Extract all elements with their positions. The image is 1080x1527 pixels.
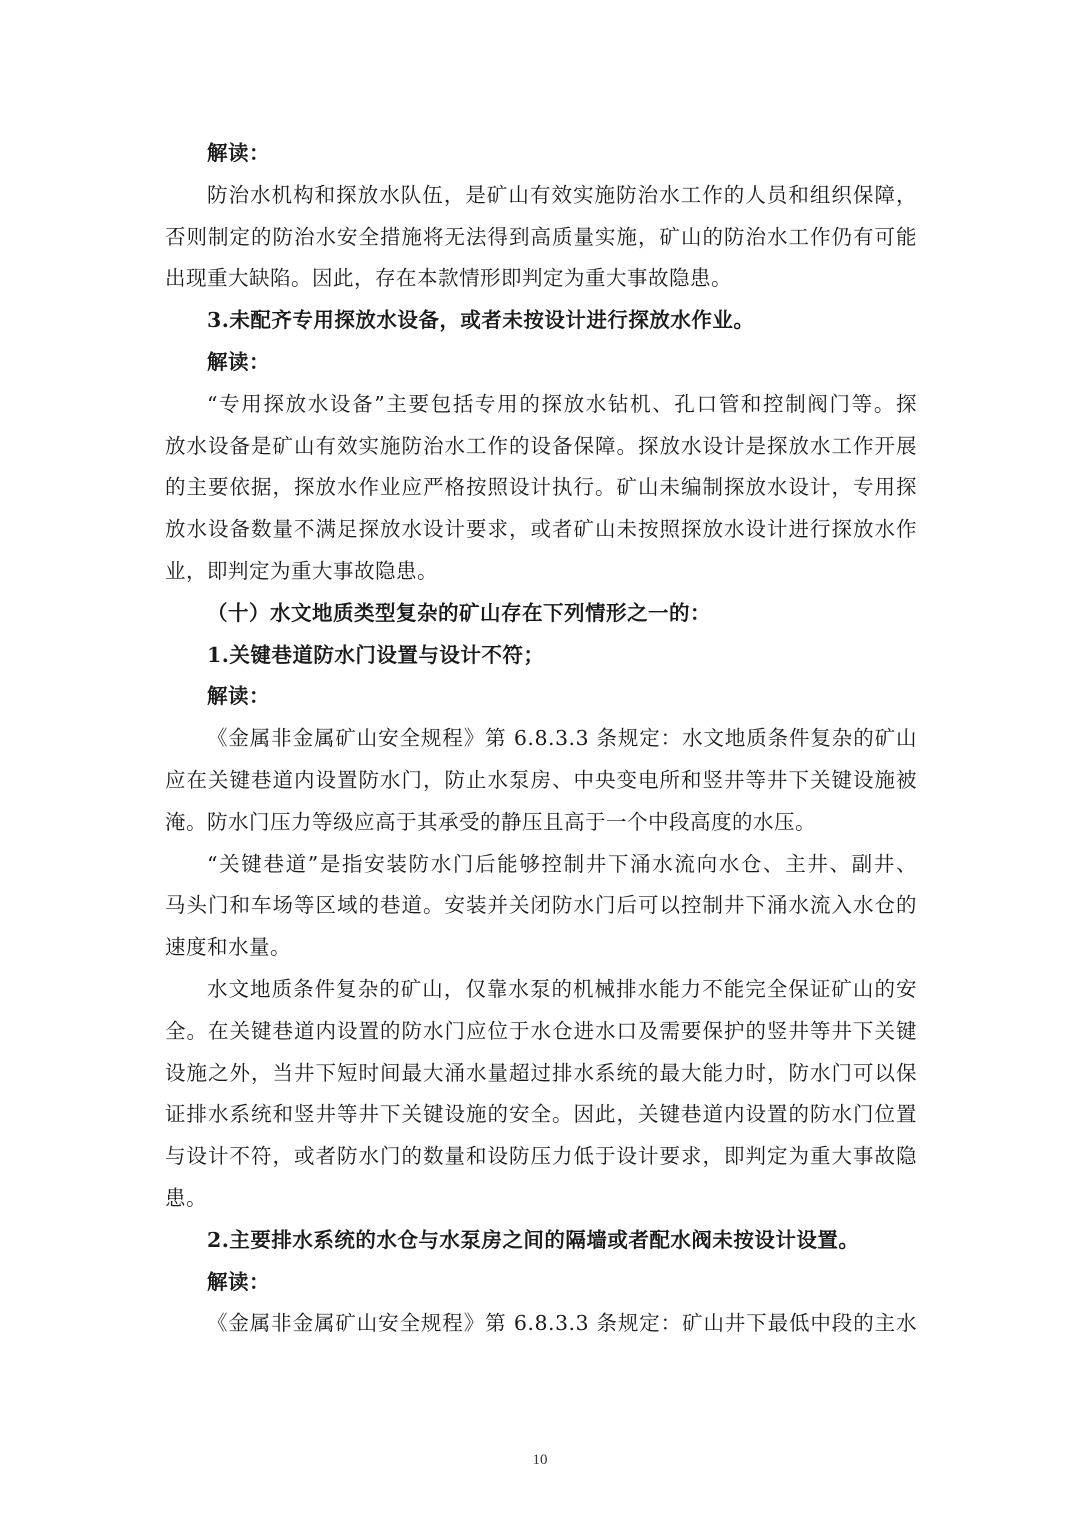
text-line: 解读： (207, 684, 270, 709)
text-line: 马头门和车场等区域的巷道。安装并关闭防水门后可以控制井下涌水流入水仓的 (165, 893, 917, 918)
text-line: 放水设备是矿山有效实施防治水工作的设备保障。探放水设计是探放水工作开展 (165, 433, 917, 458)
text-line: 证排水系统和竖井等井下关键设施的安全。因此，关键巷道内设置的防水门位置 (165, 1102, 917, 1127)
text-line: 2.主要排水系统的水仓与水泵房之间的隔墙或者配水阀未按设计设置。 (207, 1227, 860, 1252)
text-line: 放水设备数量不满足探放水设计要求，或者矿山未按照探放水设计进行探放水作 (165, 517, 917, 542)
text-line: 速度和水量。 (165, 935, 291, 960)
text-line: 3.未配齐专用探放水设备，或者未按设计进行探放水作业。 (207, 308, 755, 333)
text-line: 解读： (207, 349, 270, 374)
text-line: 设施之外，当井下短时间最大涌水量超过排水系统的最大能力时，防水门可以保 (165, 1060, 917, 1085)
text-line: 出现重大缺陷。因此，存在本款情形即判定为重大事故隐患。 (165, 266, 732, 291)
text-line: 解读： (207, 141, 270, 165)
text-line: 《金属非金属矿山安全规程》第 6.8.3.3 条规定：矿山井下最低中段的主水 (207, 1311, 917, 1336)
text-line: 1.关键巷道防水门设置与设计不符； (207, 642, 545, 667)
text-line: 水文地质条件复杂的矿山，仅靠水泵的机械排水能力不能完全保证矿山的安 (207, 976, 917, 1001)
text-line: 解读： (207, 1269, 270, 1294)
text-line: 的主要依据，探放水作业应严格按照设计执行。矿山未编制探放水设计，专用探 (165, 475, 917, 500)
text-line: 业，即判定为重大事故隐患。 (165, 558, 438, 583)
text-line: “关键巷道”是指安装防水门后能够控制井下涌水流向水仓、主井、副井、 (207, 851, 917, 876)
text-line: 患。 (165, 1185, 207, 1210)
text-line: 应在关键巷道内设置防水门，防止水泵房、中央变电所和竖井等井下关键设施被 (165, 767, 917, 792)
text-line: 《金属非金属矿山安全规程》第 6.8.3.3 条规定：水文地质条件复杂的矿山 (207, 726, 917, 751)
text-line: （十）水文地质类型复杂的矿山存在下列情形之一的： (207, 600, 711, 625)
page-body (165, 133, 917, 1345)
text-line: 防治水机构和探放水队伍，是矿山有效实施防治水工作的人员和组织保障， (207, 182, 917, 207)
text-line: 与设计不符，或者防水门的数量和设防压力低于设计要求，即判定为重大事故隐 (165, 1144, 917, 1169)
text-line: 淹。防水门压力等级应高于其承受的静压且高于一个中段高度的水压。 (165, 809, 816, 834)
text-line: 否则制定的防治水安全措施将无法得到高质量实施，矿山的防治水工作仍有可能 (165, 224, 917, 249)
text-line: “专用探放水设备”主要包括专用的探放水钻机、孔口管和控制阀门等。探 (207, 391, 917, 416)
page-number: 10 (532, 1452, 548, 1468)
text-line: 全。在关键巷道内设置的防水门应位于水仓进水口及需要保护的竖井等井下关键 (165, 1018, 917, 1043)
